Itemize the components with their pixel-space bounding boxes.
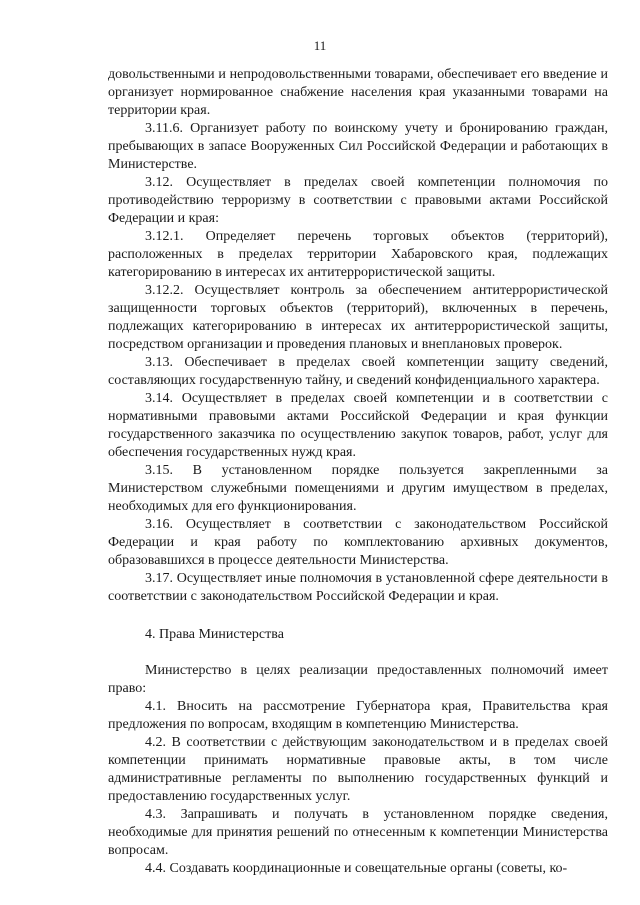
paragraph-3-12-2: 3.12.2. Осуществляет контроль за обеспечением антитеррористической защищенности торговых объектов (территорий), включенных в перечень, подлежащих категорированию в интересах их антитеррористической защиты, посредством организации и проведения плановых и внеплановых проверок. (108, 283, 608, 352)
paragraph-3-12-1: 3.12.1. Определяет перечень торговых объектов (территорий), расположенных в пределах территории Хабаровского края, подлежащих категорированию в интересах их антитеррористической защиты. (108, 229, 608, 280)
paragraph-continuation: довольственными и непродовольственными товарами, обеспечивает его введение и организует нормированное снабжение населения края указанными товарами на территории края. (108, 67, 608, 118)
paragraph-3-14: 3.14. Осуществляет в пределах своей компетенции и в соответствии с нормативными правовыми актами Российской Федерации и края функции государственного заказчика по осуществлению закупок товаров, работ, услуг для обеспечения государственных нужд края. (108, 391, 608, 460)
paragraph-3-16: 3.16. Осуществляет в соответствии с законодательством Российской Федерации и края работу по комплектованию архивных документов, образовавшихся в процессе деятельности Министерства. (108, 517, 608, 568)
paragraph-4-2: 4.2. В соответствии с действующим законодательством и в пределах своей компетенции принимать нормативные правовые акты, в том числе административные регламенты по выполнению государственных функций и предоставлению государственных услуг. (108, 735, 608, 804)
page-number: 11 (313, 38, 327, 53)
paragraph-3-15: 3.15. В установленном порядке пользуется закрепленными за Министерством служебными помещениями и другим имуществом в пределах, необходимых для его функционирования. (108, 463, 608, 514)
document-body (108, 66, 608, 878)
paragraph-3-11-6: 3.11.6. Организует работу по воинскому учету и бронированию граждан, пребывающих в запасе Вооруженных Сил Российской Федерации и работающих в Министерстве. (108, 121, 608, 172)
paragraph-4-4: 4.4. Создавать координационные и совещательные органы (советы, ко- (145, 861, 568, 876)
paragraph-3-12: 3.12. Осуществляет в пределах своей компетенции полномочия по противодействию терроризму в соответствии с правовыми актами Российской Федерации и края: (108, 175, 608, 226)
paragraph-3-13: 3.13. Обеспечивает в пределах своей компетенции защиту сведений, составляющих государственную тайну, и сведений конфиденциального характера. (108, 355, 608, 388)
paragraph-rights-intro: Министерство в целях реализации предоставленных полномочий имеет право: (108, 663, 608, 696)
paragraph-3-17: 3.17. Осуществляет иные полномочия в установленной сфере деятельности в соответствии с законодательством Российской Федерации и края. (108, 571, 608, 604)
paragraph-4-3: 4.3. Запрашивать и получать в установленном порядке сведения, необходимые для принятия решений по отнесенным к компетенции Министерства вопросам. (108, 807, 608, 858)
section-heading: 4. Права Министерства (145, 627, 284, 642)
paragraph-4-1: 4.1. Вносить на рассмотрение Губернатора края, Правительства края предложения по вопросам, входящим в компетенцию Министерства. (108, 699, 608, 732)
